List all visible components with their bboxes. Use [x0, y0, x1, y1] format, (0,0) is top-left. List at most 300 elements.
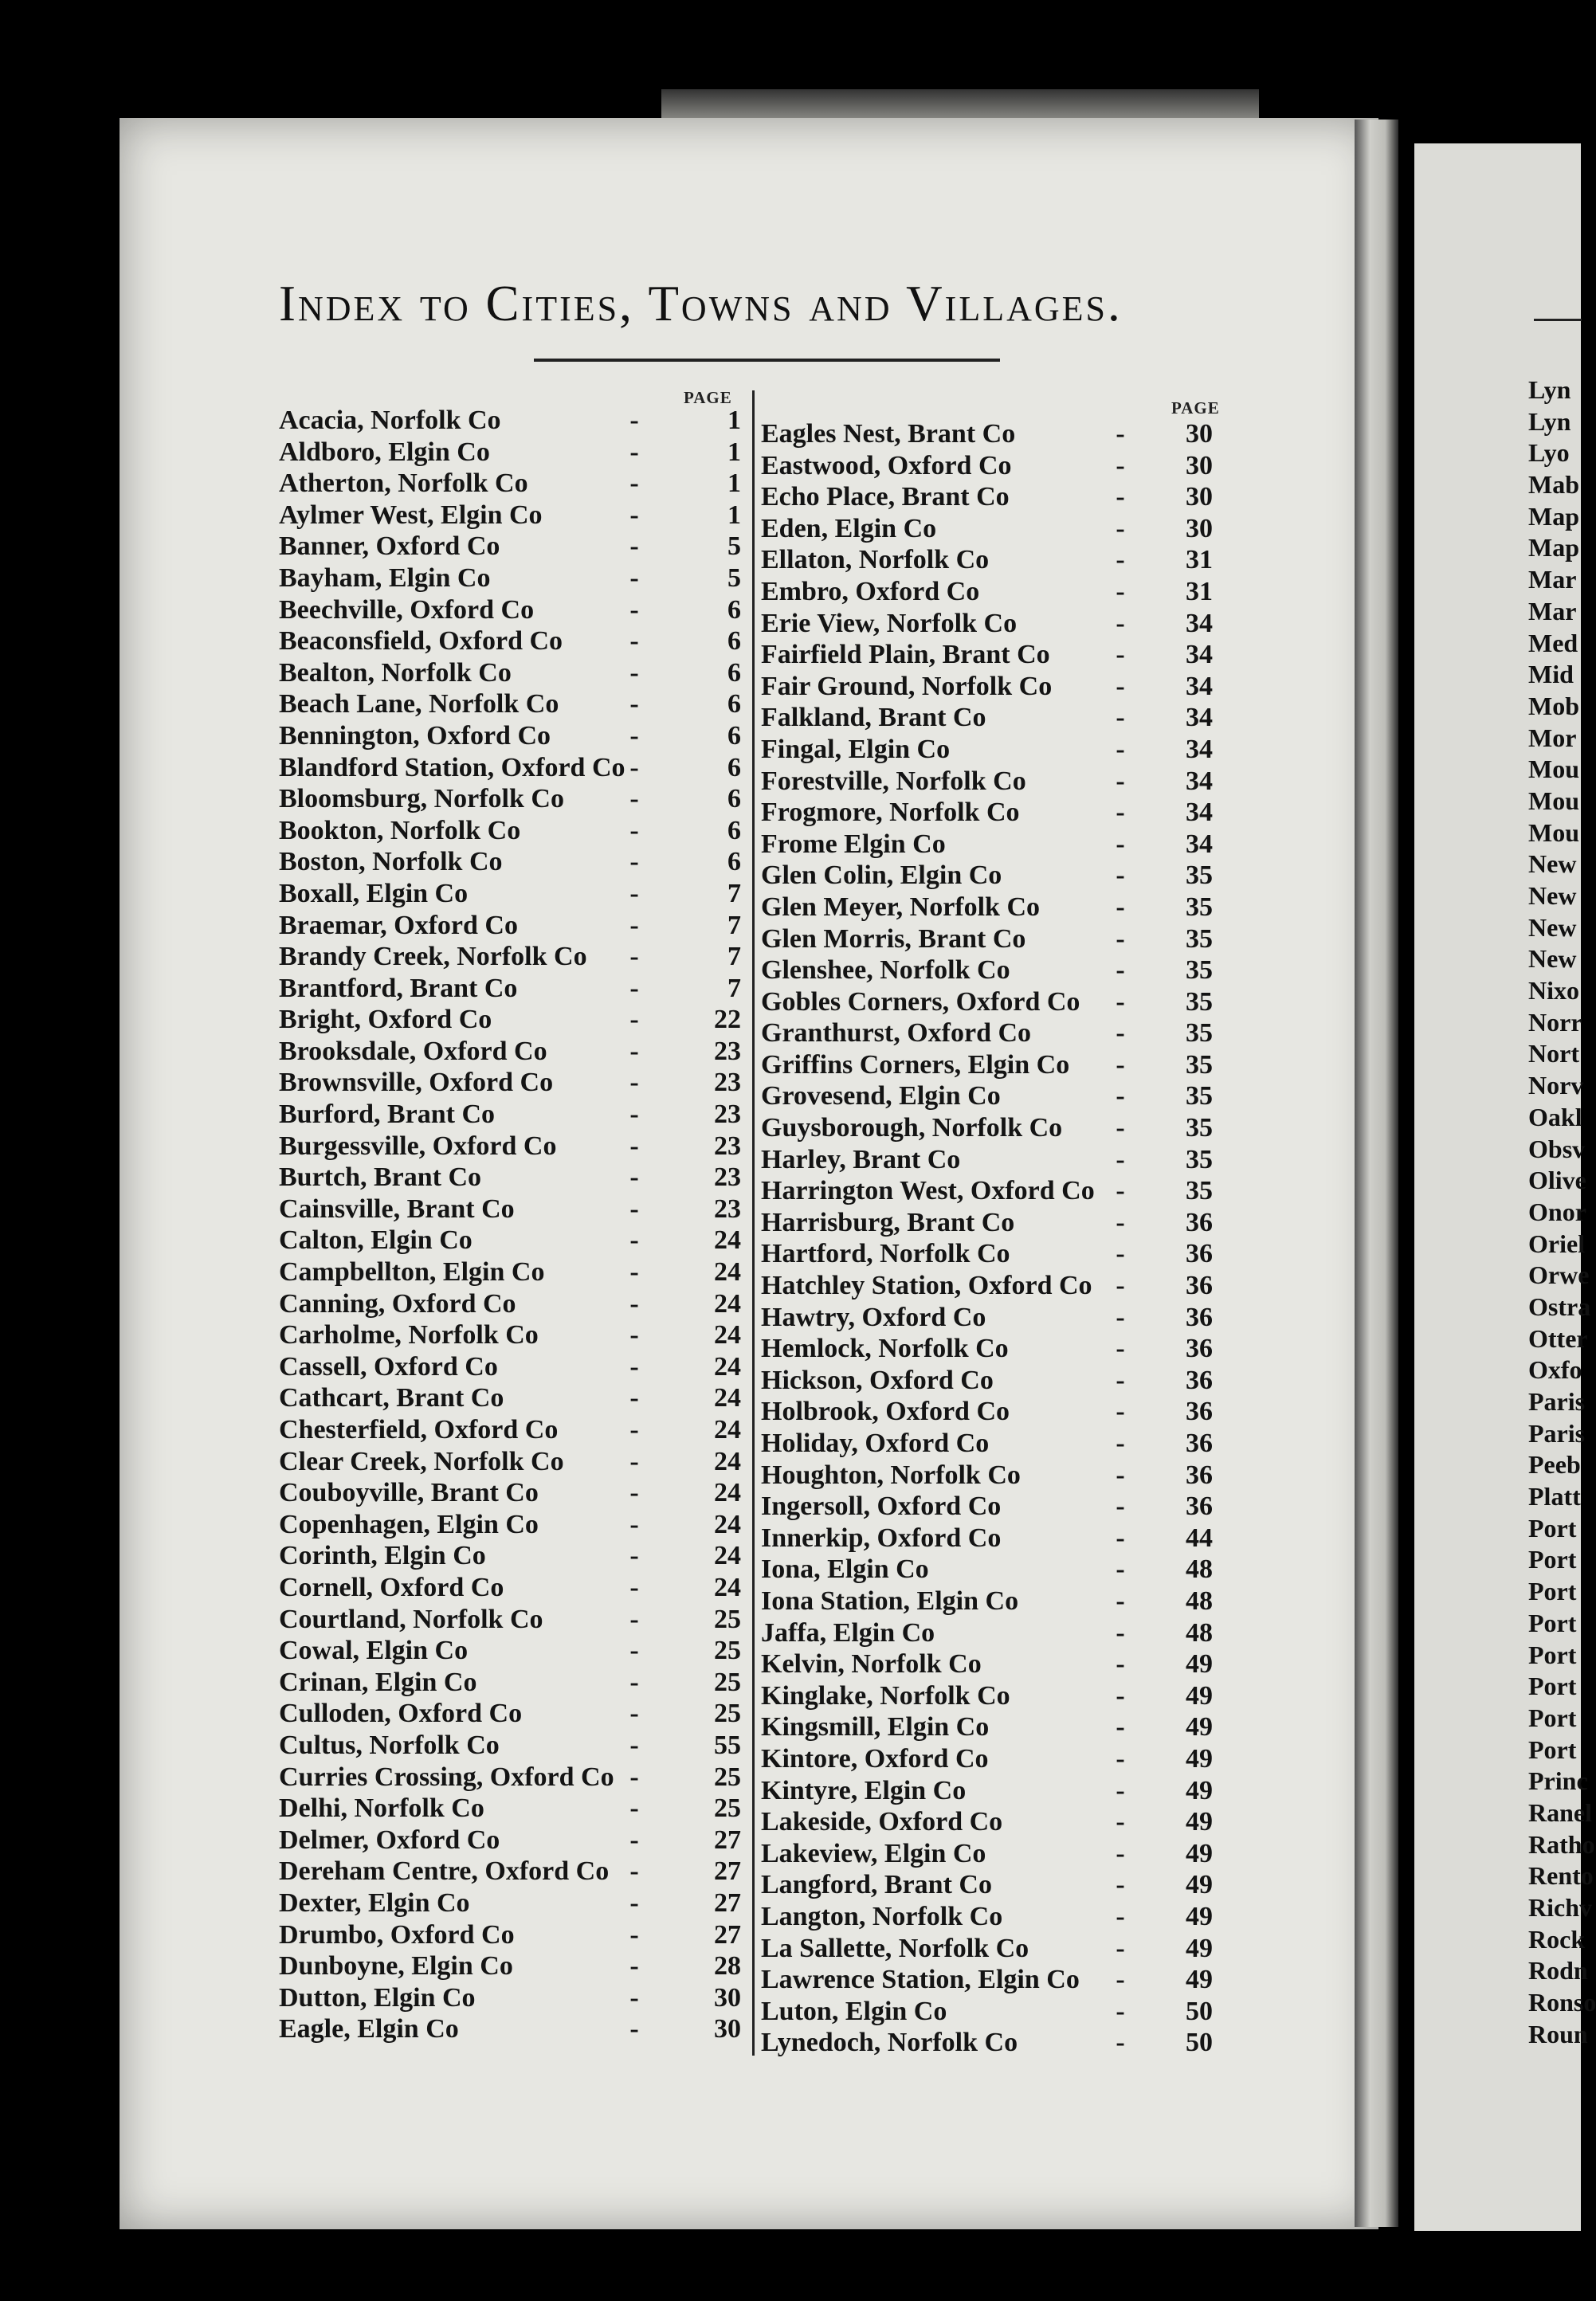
index-entry: [279, 1856, 757, 1887]
leader-dash: -: [1116, 1807, 1125, 1837]
place-name: Curries Crossing, Oxford Co: [279, 1762, 614, 1792]
facing-page-fragment: Port: [1528, 1640, 1577, 1669]
place-name: Glen Colin, Elgin Co: [761, 860, 1002, 891]
leader-dash: -: [629, 437, 639, 467]
index-entry: [761, 1869, 1255, 1901]
place-name: Guysborough, Norfolk Co: [761, 1113, 1063, 1143]
place-name: Bayham, Elgin Co: [279, 563, 491, 593]
facing-page-fragment: Norr: [1528, 1007, 1582, 1037]
leader-dash: -: [629, 657, 639, 688]
index-entry: [279, 2013, 757, 2045]
page-number: 24: [714, 1288, 741, 1319]
facing-page-fragment: Oakl: [1528, 1102, 1582, 1131]
index-entry: [279, 405, 757, 437]
index-entry: [761, 1996, 1255, 2028]
page-number: 24: [714, 1446, 741, 1476]
page-number: 24: [714, 1257, 741, 1288]
place-name: Eagle, Elgin Co: [279, 2014, 459, 2044]
leader-dash: -: [1116, 1775, 1125, 1805]
facing-page-fragment: Norv: [1528, 1071, 1584, 1100]
facing-page-fragment: Mou: [1528, 755, 1579, 784]
leader-dash: -: [629, 1478, 639, 1508]
facing-page-fragment: Oxfo: [1528, 1355, 1582, 1385]
leader-dash: -: [629, 406, 639, 435]
place-name: Bloomsburg, Norfolk Co: [279, 784, 564, 814]
index-entry: [761, 1207, 1255, 1239]
page-number: 49: [1186, 1807, 1213, 1837]
leader-dash: -: [1116, 955, 1125, 986]
place-name: Kelvin, Norfolk Co: [761, 1649, 982, 1680]
leader-dash: -: [1116, 419, 1125, 449]
page-number: 23: [714, 1194, 741, 1224]
place-name: Brandy Creek, Norfolk Co: [279, 942, 587, 972]
page-number: 25: [714, 1604, 741, 1634]
page-number: 24: [714, 1541, 741, 1571]
facing-page-fragment: Mar: [1528, 565, 1577, 594]
place-name: Frome Elgin Co: [761, 829, 946, 859]
place-name: Aylmer West, Elgin Co: [279, 500, 543, 530]
page-binding-edge: [1355, 120, 1398, 2227]
page-number: 27: [714, 1825, 741, 1855]
page-number: 5: [727, 563, 741, 593]
facing-page-fragment: Lyo: [1528, 438, 1570, 468]
page-number: 24: [714, 1572, 741, 1602]
page-number: 34: [1186, 640, 1213, 670]
facing-page-fragment: Port: [1528, 1513, 1577, 1542]
leader-dash: -: [629, 1257, 639, 1288]
page-number: 30: [1186, 513, 1213, 543]
place-name: Frogmore, Norfolk Co: [761, 798, 1020, 828]
index-entry: [279, 1604, 757, 1636]
page-number: 27: [714, 1887, 741, 1918]
place-name: Cassell, Oxford Co: [279, 1351, 498, 1382]
place-name: Couboyville, Brant Co: [279, 1478, 539, 1508]
facing-page-fragment: Princ: [1528, 1766, 1588, 1796]
index-entry: [279, 1477, 757, 1509]
index-entry: [279, 941, 757, 973]
page-number: 35: [1186, 1018, 1213, 1049]
leader-dash: -: [629, 1667, 639, 1697]
index-entry: [761, 1680, 1255, 1712]
page-number: 34: [1186, 766, 1213, 796]
place-name: Clear Creek, Norfolk Co: [279, 1446, 564, 1476]
index-entry: [279, 1635, 757, 1667]
leader-dash: -: [629, 1320, 639, 1350]
leader-dash: -: [629, 689, 639, 719]
index-entry: [279, 1225, 757, 1256]
page-number: 49: [1186, 1649, 1213, 1680]
index-entry: [761, 1270, 1255, 1302]
index-entry: [279, 437, 757, 468]
place-name: Bealton, Norfolk Co: [279, 657, 512, 688]
page-number: 6: [727, 689, 741, 719]
index-entry: [761, 986, 1255, 1018]
leader-dash: -: [629, 1036, 639, 1066]
place-name: Cainsville, Brant Co: [279, 1194, 515, 1224]
place-name: Glen Morris, Brant Co: [761, 923, 1026, 954]
leader-dash: -: [1116, 1302, 1125, 1332]
place-name: Burford, Brant Co: [279, 1100, 496, 1130]
index-entry: [761, 2027, 1255, 2059]
leader-dash: -: [629, 1005, 639, 1035]
leader-dash: -: [1116, 829, 1125, 859]
page-number: 7: [727, 973, 741, 1003]
index-entry: [761, 1460, 1255, 1492]
place-name: Beechville, Oxford Co: [279, 594, 535, 625]
place-name: Courtland, Norfolk Co: [279, 1604, 543, 1634]
page-number: 36: [1186, 1365, 1213, 1395]
page-number: 50: [1186, 1996, 1213, 2026]
leader-dash: -: [629, 847, 639, 877]
page-title: Index to Cities, Towns and Villages.: [279, 276, 1123, 331]
index-entry: [279, 688, 757, 720]
leader-dash: -: [629, 468, 639, 499]
index-entry: [761, 1175, 1255, 1207]
page-number: 6: [727, 594, 741, 625]
leader-dash: -: [1116, 513, 1125, 543]
page-number: 27: [714, 1856, 741, 1887]
leader-dash: -: [629, 1068, 639, 1098]
index-entry: [279, 1351, 757, 1383]
leader-dash: -: [629, 1415, 639, 1444]
place-name: Acacia, Norfolk Co: [279, 406, 501, 435]
index-entry: [761, 1080, 1255, 1112]
place-name: Hartford, Norfolk Co: [761, 1239, 1010, 1269]
facing-page-fragment: Port: [1528, 1608, 1577, 1637]
index-entry: [279, 1067, 757, 1099]
page-number: 49: [1186, 1870, 1213, 1900]
page-number: 24: [714, 1383, 741, 1413]
leader-dash: -: [1116, 2028, 1125, 2058]
place-name: Calton, Elgin Co: [279, 1225, 473, 1256]
facing-page-fragment: Rento: [1528, 1861, 1594, 1891]
index-entry: [761, 671, 1255, 703]
place-name: Fair Ground, Norfolk Co: [761, 671, 1053, 701]
facing-page-fragment: Peeb: [1528, 1450, 1581, 1480]
leader-dash: -: [1116, 1617, 1125, 1648]
place-name: Bright, Oxford Co: [279, 1005, 492, 1035]
place-name: Lakeview, Elgin Co: [761, 1838, 986, 1868]
page-number: 35: [1186, 860, 1213, 891]
page-number: 24: [714, 1351, 741, 1382]
index-entry: [761, 797, 1255, 829]
place-name: Kinglake, Norfolk Co: [761, 1680, 1010, 1711]
index-entry: [279, 910, 757, 942]
place-name: Iona Station, Elgin Co: [761, 1586, 1019, 1616]
place-name: Aldboro, Elgin Co: [279, 437, 490, 467]
page-number: 25: [714, 1667, 741, 1697]
index-entry: [761, 608, 1255, 640]
leader-dash: -: [1116, 1397, 1125, 1427]
place-name: Copenhagen, Elgin Co: [279, 1509, 539, 1539]
place-name: Erie View, Norfolk Co: [761, 608, 1018, 638]
leader-dash: -: [1116, 1460, 1125, 1490]
page-number: 34: [1186, 608, 1213, 638]
leader-dash: -: [1116, 1144, 1125, 1174]
leader-dash: -: [1116, 1239, 1125, 1269]
index-entry: [279, 1288, 757, 1320]
leader-dash: -: [1116, 734, 1125, 764]
place-name: Ellaton, Norfolk Co: [761, 545, 990, 575]
page-number: 23: [714, 1068, 741, 1098]
facing-page-fragment: Platt: [1528, 1482, 1581, 1511]
place-name: Cornell, Oxford Co: [279, 1572, 504, 1602]
index-entry: [279, 1572, 757, 1604]
facing-page-fragment: Port: [1528, 1577, 1577, 1606]
leader-dash: -: [1116, 1523, 1125, 1553]
leader-dash: -: [629, 752, 639, 782]
page-number: 30: [1186, 419, 1213, 449]
page-number: 49: [1186, 1933, 1213, 1963]
book-gutter: [1398, 0, 1414, 2301]
index-entry: [279, 973, 757, 1005]
page-number: 35: [1186, 1049, 1213, 1080]
leader-dash: -: [1116, 1901, 1125, 1931]
index-entry: [761, 1586, 1255, 1617]
place-name: Culloden, Oxford Co: [279, 1699, 523, 1729]
page-number: 31: [1186, 545, 1213, 575]
place-name: Eastwood, Oxford Co: [761, 450, 1012, 480]
place-name: Drumbo, Oxford Co: [279, 1919, 515, 1950]
place-name: Kintore, Oxford Co: [761, 1743, 989, 1774]
index-entry: [761, 923, 1255, 955]
index-entry: [761, 576, 1255, 608]
place-name: Cultus, Norfolk Co: [279, 1730, 500, 1760]
place-name: Chesterfield, Oxford Co: [279, 1415, 559, 1444]
facing-page-fragment: Port: [1528, 1735, 1577, 1764]
leader-dash: -: [1116, 576, 1125, 606]
index-entry: [279, 1887, 757, 1919]
place-name: Dunboyne, Elgin Co: [279, 1951, 513, 1982]
place-name: Eden, Elgin Co: [761, 513, 937, 543]
page-number: 36: [1186, 1460, 1213, 1490]
page-number: 24: [714, 1509, 741, 1539]
page-number: 23: [714, 1100, 741, 1130]
facing-page-fragment: Mar: [1528, 596, 1577, 625]
facing-page-fragment: Obsv: [1528, 1134, 1586, 1163]
index-entry: [279, 1762, 757, 1793]
page-number: 49: [1186, 1838, 1213, 1868]
page-number: 1: [727, 406, 741, 435]
place-name: Holiday, Oxford Co: [761, 1429, 990, 1458]
leader-dash: -: [629, 563, 639, 593]
facing-page-fragment: Onor: [1528, 1197, 1586, 1226]
page-number: 35: [1186, 923, 1213, 954]
index-entry: [761, 860, 1255, 892]
facing-page-fragment: Oriel: [1528, 1229, 1586, 1258]
index-entry: [279, 1793, 757, 1825]
index-entry: [279, 1667, 757, 1699]
index-entry: [761, 1617, 1255, 1649]
page-number: 5: [727, 531, 741, 562]
place-name: Hickson, Oxford Co: [761, 1365, 994, 1395]
page-number: 34: [1186, 829, 1213, 859]
place-name: Iona, Elgin Co: [761, 1554, 929, 1585]
place-name: Cathcart, Brant Co: [279, 1383, 504, 1413]
page-number: 24: [714, 1415, 741, 1444]
page-number: 30: [1186, 450, 1213, 480]
index-entry: [279, 657, 757, 689]
leader-dash: -: [629, 626, 639, 657]
index-entry: [761, 418, 1255, 450]
place-name: Granthurst, Oxford Co: [761, 1018, 1032, 1049]
place-name: Banner, Oxford Co: [279, 531, 500, 562]
page-number: 50: [1186, 2028, 1213, 2058]
place-name: Falkland, Brant Co: [761, 703, 986, 733]
index-entry: [761, 892, 1255, 923]
page-number: 35: [1186, 955, 1213, 986]
page-number: 25: [714, 1762, 741, 1792]
page-number: 55: [714, 1730, 741, 1760]
page-number: 35: [1186, 1176, 1213, 1206]
index-entry: [279, 563, 757, 594]
leader-dash: -: [1116, 545, 1125, 575]
place-name: Eagles Nest, Brant Co: [761, 419, 1016, 449]
index-entry: [279, 625, 757, 657]
left-index-list: [279, 405, 757, 2045]
place-name: Harrington West, Oxford Co: [761, 1176, 1095, 1206]
place-name: Holbrook, Oxford Co: [761, 1397, 1010, 1427]
leader-dash: -: [1116, 766, 1125, 796]
leader-dash: -: [1116, 1712, 1125, 1742]
leader-dash: -: [629, 1982, 639, 2013]
leader-dash: -: [629, 1951, 639, 1982]
page-number: 25: [714, 1793, 741, 1824]
page-number: 24: [714, 1225, 741, 1256]
leader-dash: -: [629, 1730, 639, 1760]
leader-dash: -: [629, 1131, 639, 1161]
place-name: Beaconsfield, Oxford Co: [279, 626, 563, 657]
page-number: 49: [1186, 1775, 1213, 1805]
place-name: Glen Meyer, Norfolk Co: [761, 892, 1041, 922]
leader-dash: -: [1116, 1018, 1125, 1049]
leader-dash: -: [629, 1762, 639, 1792]
facing-page-fragment: Port: [1528, 1703, 1577, 1732]
place-name: Delmer, Oxford Co: [279, 1825, 500, 1855]
facing-page-fragment: New: [1528, 849, 1577, 879]
page-number: 6: [727, 626, 741, 657]
place-name: Cowal, Elgin Co: [279, 1636, 469, 1666]
page-number: 49: [1186, 1712, 1213, 1742]
index-entry: [761, 1554, 1255, 1586]
place-name: Embro, Oxford Co: [761, 576, 980, 606]
page-number: 35: [1186, 1113, 1213, 1143]
place-name: Crinan, Elgin Co: [279, 1667, 477, 1697]
page-number: 35: [1186, 1144, 1213, 1174]
facing-page-fragment: Otter: [1528, 1323, 1588, 1353]
index-entry: [279, 1162, 757, 1194]
place-name: Dutton, Elgin Co: [279, 1982, 476, 2013]
index-entry: [279, 1004, 757, 1036]
facing-page-fragment: Map: [1528, 533, 1579, 563]
leader-dash: -: [1116, 671, 1125, 701]
place-name: Glenshee, Norfolk Co: [761, 955, 1010, 986]
page-number: 1: [727, 437, 741, 467]
leader-dash: -: [629, 1509, 639, 1539]
index-entry: [761, 639, 1255, 671]
facing-page-fragment: Orwe: [1528, 1260, 1590, 1290]
page-number: 36: [1186, 1239, 1213, 1269]
index-entry: [761, 1838, 1255, 1870]
leader-dash: -: [1116, 703, 1125, 733]
page-number: 27: [714, 1919, 741, 1950]
leader-dash: -: [629, 1636, 639, 1666]
page-number: 6: [727, 752, 741, 782]
place-name: Kingsmill, Elgin Co: [761, 1712, 990, 1742]
index-entry: [761, 1743, 1255, 1775]
place-name: Brantford, Brant Co: [279, 973, 518, 1003]
place-name: Echo Place, Brant Co: [761, 482, 1010, 512]
place-name: Fairfield Plain, Brant Co: [761, 640, 1050, 670]
index-entry: [761, 1144, 1255, 1176]
scan-top-strip: [661, 89, 1259, 121]
leader-dash: -: [629, 910, 639, 940]
place-name: Lynedoch, Norfolk Co: [761, 2028, 1018, 2058]
leader-dash: -: [1116, 1838, 1125, 1868]
index-entry: [761, 1648, 1255, 1680]
index-entry: [761, 544, 1255, 576]
index-entry: [279, 1540, 757, 1572]
page-number: 49: [1186, 1965, 1213, 1995]
leader-dash: -: [629, 1919, 639, 1950]
index-entry: [279, 878, 757, 910]
index-entry: [279, 1099, 757, 1131]
index-entry: [761, 1901, 1255, 1933]
leader-dash: -: [1116, 1649, 1125, 1680]
facing-page-fragment: Olive: [1528, 1166, 1586, 1195]
facing-page-fragment: Mob: [1528, 691, 1579, 720]
place-name: Harrisburg, Brant Co: [761, 1207, 1015, 1237]
page-number: 34: [1186, 798, 1213, 828]
left-page-heading: PAGE: [684, 388, 732, 407]
page-number: 36: [1186, 1271, 1213, 1301]
facing-page-fragment: Paris: [1528, 1387, 1586, 1416]
leader-dash: -: [1116, 1081, 1125, 1111]
page-number: 23: [714, 1036, 741, 1066]
facing-page-fragment: Lyn: [1528, 406, 1571, 436]
leader-dash: -: [629, 784, 639, 814]
leader-dash: -: [629, 1100, 639, 1130]
index-entry: [279, 1194, 757, 1225]
index-entry: [279, 1446, 757, 1478]
page-number: 48: [1186, 1586, 1213, 1616]
facing-page-fragment: Port: [1528, 1545, 1577, 1574]
page-number: 6: [727, 815, 741, 845]
leader-dash: -: [1116, 640, 1125, 670]
index-entry: [761, 1775, 1255, 1807]
place-name: Innerkip, Oxford Co: [761, 1523, 1002, 1553]
index-entry: [279, 1256, 757, 1288]
facing-page-fragment: Ronso: [1528, 1988, 1596, 2017]
index-entry: [761, 734, 1255, 766]
index-entry: [279, 1319, 757, 1351]
place-name: Braemar, Oxford Co: [279, 910, 518, 940]
index-entry: [279, 594, 757, 626]
leader-dash: -: [1116, 1429, 1125, 1458]
leader-dash: -: [1116, 1207, 1125, 1237]
page-number: 36: [1186, 1207, 1213, 1237]
index-entry: [761, 1112, 1255, 1144]
leader-dash: -: [629, 1446, 639, 1476]
index-entry: [279, 846, 757, 878]
index-entry: [761, 1428, 1255, 1460]
place-name: Boston, Norfolk Co: [279, 847, 503, 877]
leader-dash: -: [1116, 892, 1125, 922]
leader-dash: -: [1116, 798, 1125, 828]
page-number: 31: [1186, 576, 1213, 606]
leader-dash: -: [629, 720, 639, 751]
page-number: 36: [1186, 1334, 1213, 1364]
